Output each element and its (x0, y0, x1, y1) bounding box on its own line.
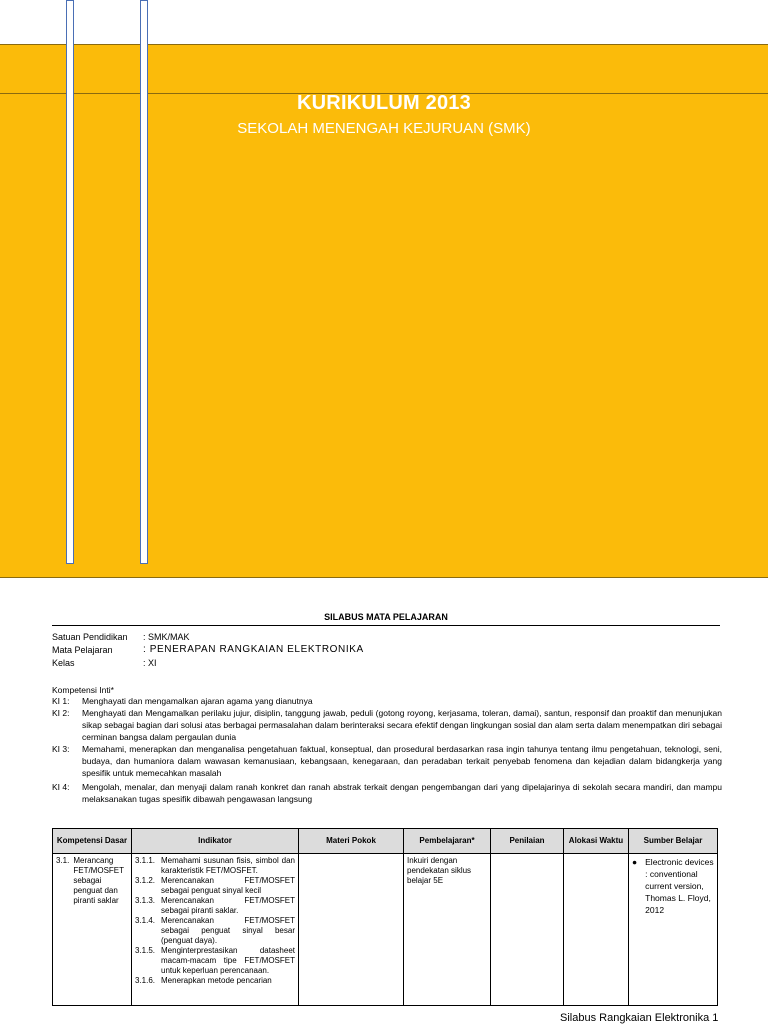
header-sumber: Sumber Belajar (629, 829, 718, 854)
meta-key: Satuan Pendidikan (52, 632, 128, 642)
ki-label: KI 4: (52, 782, 70, 792)
indicator-number: 3.1.2. (135, 876, 156, 885)
document-title: SILABUS MATA PELAJARAN (52, 612, 720, 626)
meta-value: : PENERAPAN RANGKAIAN ELEKTRONIKA (143, 644, 364, 655)
indicator-text: Memahami susunan fisis, simbol dan karakteristik FET/MOSFET. (161, 856, 295, 875)
cell-materi (299, 854, 404, 1006)
cell-alokasi (564, 854, 629, 1006)
indicator-item (135, 976, 295, 986)
indicator-item (135, 876, 295, 896)
ki-heading: Kompetensi Inti* (52, 685, 114, 695)
table-header-row (53, 829, 718, 854)
meta-value: : XI (143, 658, 157, 668)
indicator-text: Merencanakan FET/MOSFET sebagai penguat sinyal besar (penguat daya). (161, 916, 295, 945)
indicator-item (135, 856, 295, 876)
sumber-text: Electronic devices : conventional current version, Thomas L. Floyd, 2012 (645, 857, 714, 915)
header-alokasi: Alokasi Waktu (564, 829, 629, 854)
ki-text: Menghayati dan mengamalkan ajaran agama yang dianutnya (82, 696, 313, 706)
indicator-text: Menerapkan metode pencarian (161, 976, 272, 985)
ki-label: KI 3: (52, 744, 70, 754)
indicator-number: 3.1.3. (135, 896, 156, 905)
header-penilaian: Penilaian (491, 829, 564, 854)
indicator-text: Menginterprestasikan datasheet macam-macam tipe FET/MOSFET untuk keperluan perencanaan. (161, 946, 295, 975)
meta-value: : SMK/MAK (143, 632, 190, 642)
cell-indikator (132, 854, 299, 1006)
ki-text: Memahami, menerapkan dan menganalisa pengetahuan faktual, konseptual, dan prosedural berdasarkan rasa ingin tahunya tentang ilmu pengetahuan, teknologi, seni, budaya, dan humaniora dalam wawasan kemanusiaan, kebangsaan, kenegaraan, dan peradaban terkait penyebab fenomena dan kejadian dalam bidangkerja yang spesifik untuk memecahkan masalah (82, 744, 722, 778)
indicator-item (135, 916, 295, 946)
syllabus-table (52, 828, 718, 1006)
ki-item (52, 781, 722, 805)
kd-number: 3.1. (56, 856, 70, 865)
kd-text: Merancang FET/MOSFET sebagai penguat dan piranti saklar (73, 856, 124, 905)
ki-label: KI 2: (52, 708, 70, 718)
indicator-number: 3.1.6. (135, 976, 156, 985)
bullet-icon: ● (632, 857, 638, 867)
right-vertical-bar (140, 0, 148, 564)
indicator-item (135, 946, 295, 976)
cover-subtitle: SEKOLAH MENENGAH KEJURUAN (SMK) (237, 120, 531, 137)
page-footer: Silabus Rangkaian Elektronika 1 (560, 1012, 719, 1024)
meta-key: Kelas (52, 658, 75, 668)
indicator-item (135, 896, 295, 916)
ki-item (52, 695, 722, 707)
ki-text: Mengolah, menalar, dan menyaji dalam ranah konkret dan ranah abstrak terkait dengan pengembangan dari yang dipelajarinya di sekolah secara mandiri, dan mampu melaksanakan tugas spesifik dibawah pengawasan langsung (82, 782, 722, 804)
header-pembelajaran: Pembelajaran* (404, 829, 491, 854)
meta-key: Mata Pelajaran (52, 645, 113, 655)
header-kd: Kompetensi Dasar (53, 829, 132, 854)
left-vertical-bar (66, 0, 74, 564)
cell-sumber (629, 854, 718, 1006)
indicator-text: Merencanakan FET/MOSFET sebagai penguat sinyal kecil (161, 876, 295, 895)
cover-title: KURIKULUM 2013 (297, 92, 471, 114)
indicator-number: 3.1.1. (135, 856, 156, 865)
pembelajaran-text: Inkuiri dengan pendekatan siklus belajar 5E (407, 856, 472, 885)
ki-text: Menghayati dan Mengamalkan perilaku jujur, disiplin, tanggung jawab, peduli (gotong royong, kerjasama, toleran, damai), santun, responsif dan proaktif dan menunjukan sikap sebagai bagian dari solusi atas berbagai permasalahan dalam berinteraksi secara efektif dengan lingkungan sosial dan alam serta dalam menempatkan diri sebagai cerminan bangsa dalam pergaulan dunia (82, 708, 722, 742)
header-materi: Materi Pokok (299, 829, 404, 854)
ki-item (52, 743, 722, 779)
cell-penilaian (491, 854, 564, 1006)
header-indikator: Indikator (132, 829, 299, 854)
indicator-number: 3.1.4. (135, 916, 156, 925)
indicator-text: Merencanakan FET/MOSFET sebagai piranti saklar. (161, 896, 295, 915)
indicator-number: 3.1.5. (135, 946, 156, 955)
ki-label: KI 1: (52, 696, 70, 706)
ki-item (52, 707, 722, 743)
table-row (53, 854, 718, 1006)
cell-kd (53, 854, 132, 1006)
cell-pembelajaran (404, 854, 491, 1006)
